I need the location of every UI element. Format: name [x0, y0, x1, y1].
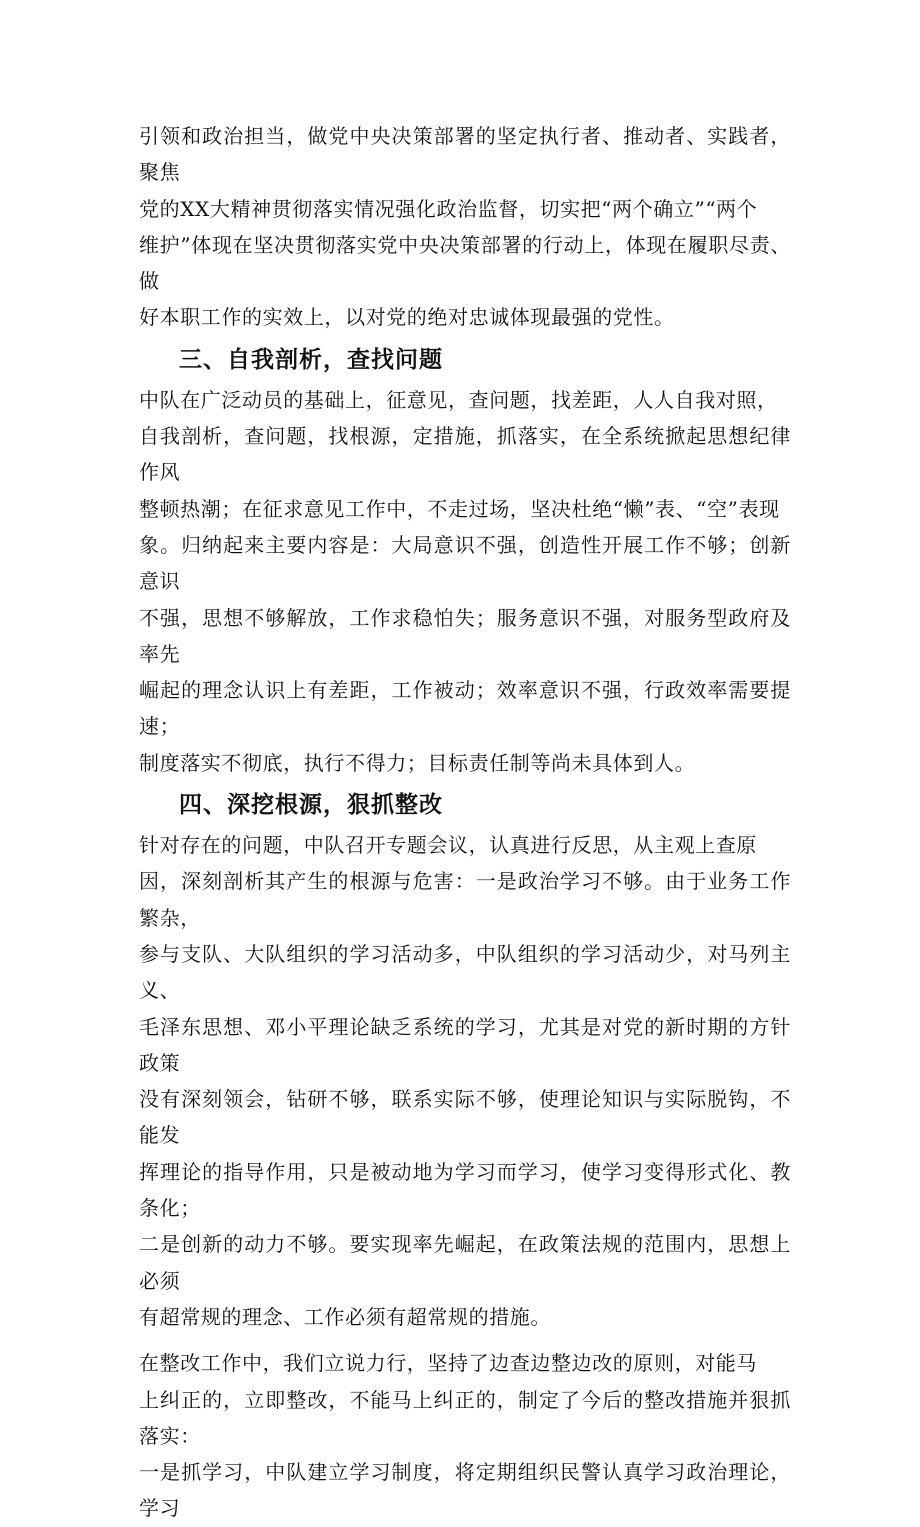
- section-3-heading: 三、自我剖析，查找问题: [179, 346, 443, 373]
- section-4-paragraph-1: 针对存在的问题，中队召开专题会议，认真进行反思，从主观上查原 因，深刻剖析其产生的根源与危害：一是政治学习不够。由于业务工作繁杂， 参与支队、大队组织的学习活动多，中队组织的学习活动少，对马列主义、 毛泽东思想、邓小平理论缺乏系统的学习，尤其是对党的新时期的方针政策 没有深刻领会，钻研不够，联系实际不够，使理论知识与实际脱钩，不能发 挥理论的指导作用，只是被动地为学习而学习，使学习变得形式化、教条化； 二是创新的动力不够。要实现率先崛起，在政策法规的范围内，思想上必须 有超常规的理念、工作必须有超常规的措施。: [139, 833, 791, 1329]
- section-4-heading: 四、深挖根源，狠抓整改: [179, 792, 443, 819]
- document-body: [139, 118, 791, 1527]
- section-3-paragraph: 中队在广泛动员的基础上，征意见，查问题，找差距，人人自我对照， 自我剖析，查问题，找根源，定措施，抓落实，在全系统掀起思想纪律作风 整顿热潮；在征求意见工作中，不走过场，坚决杜绝“懒”表、“空”表现 象。归纳起来主要内容是：大局意识不强，创造性开展工作不够；创新意识 不强，思想不够解放，工作求稳怕失；服务意识不强，对服务型政府及率先 崛起的理念认识上有差距，工作被动；效率意识不强，行政效率需要提速； 制度落实不彻底，执行不得力；目标责任制等尚未具体到人。: [139, 387, 791, 775]
- opening-paragraph: 引领和政治担当，做党中央决策部署的坚定执行者、推动者、实践者，聚焦 党的XX大精神贯彻落实情况强化政治监督，切实把“两个确立”“两个 维护”体现在坚决贯彻落实党中央决策部署的行动上，体现在履职尽责、做 好本职工作的实效上，以对党的绝对忠诚体现最强的党性。: [139, 124, 791, 330]
- section-4-paragraph-2: 在整改工作中，我们立说力行，坚持了边查边整边改的原则，对能马 上纠正的，立即整改，不能马上纠正的，制定了今后的整改措施并狠抓落实： 一是抓学习，中队建立学习制度，将定期组织民警认真学习政治理论，学习: [139, 1351, 791, 1521]
